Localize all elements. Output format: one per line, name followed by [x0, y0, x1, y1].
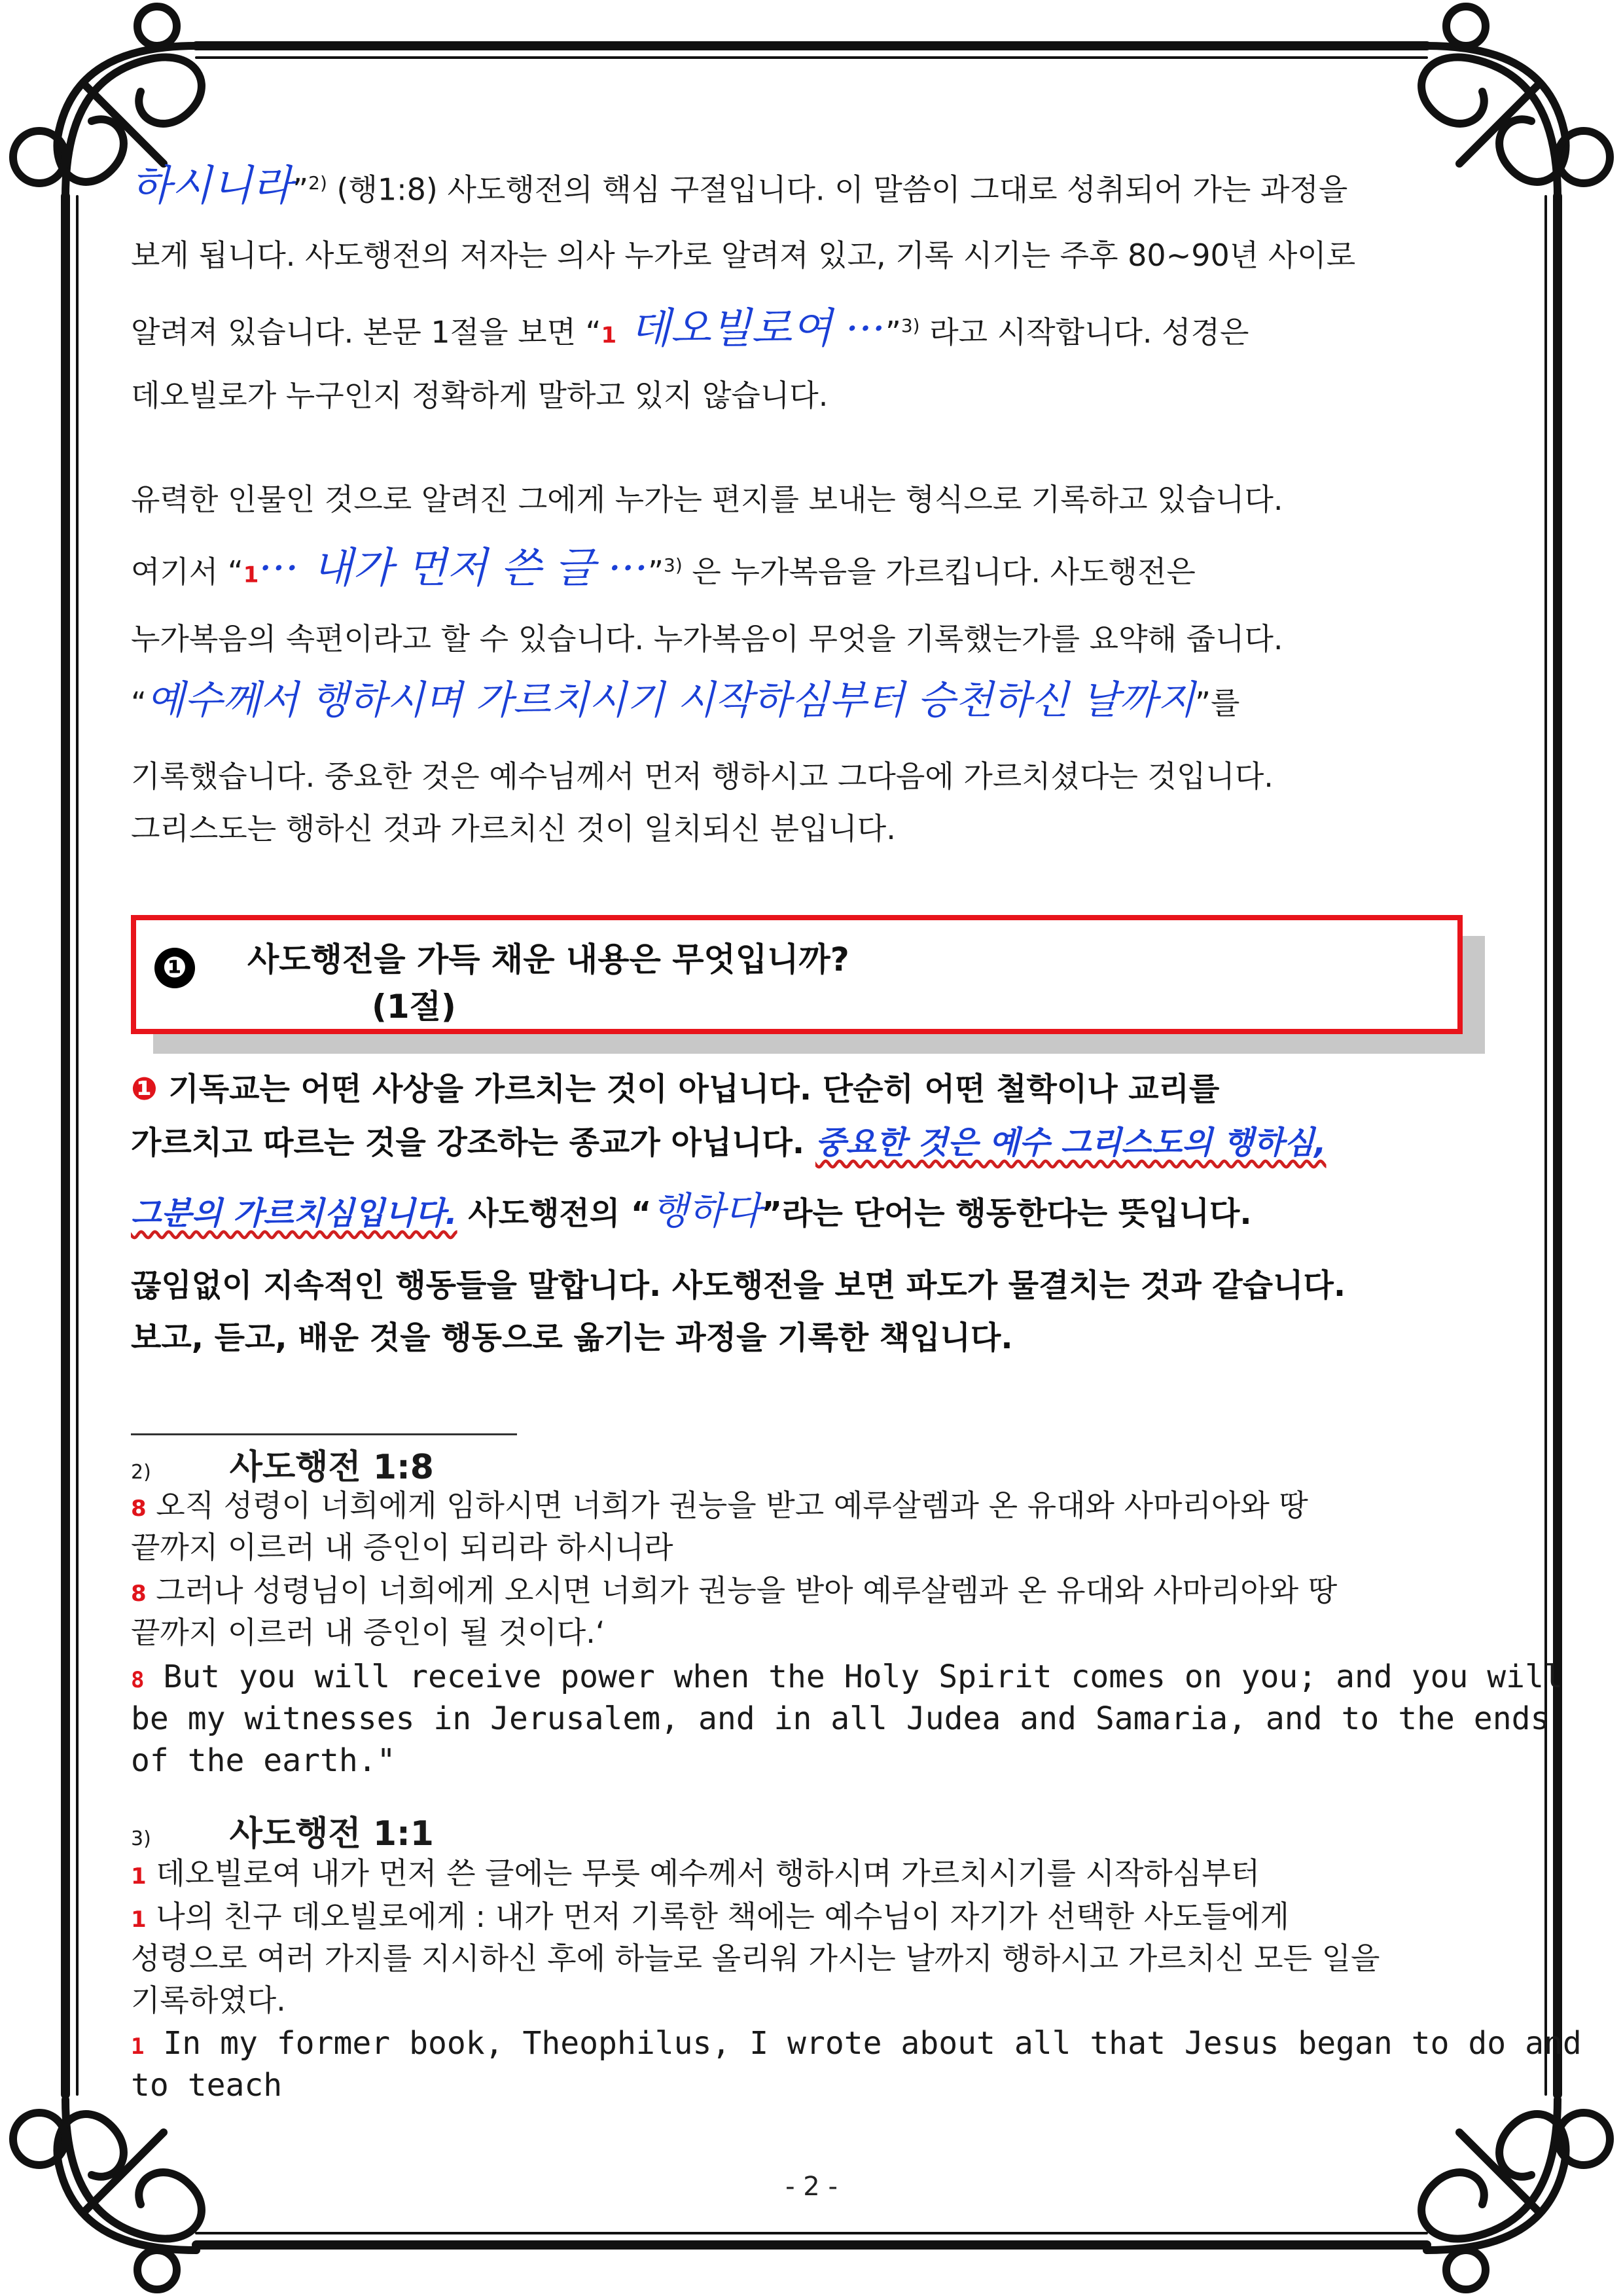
paragraph2-line4: “예수께서 행하시며 가르치시기 시작하심부터 승천하신 날까지”를	[131, 677, 1240, 723]
verse-number: 8	[131, 1496, 147, 1522]
answer-line5: 보고, 듣고, 배운 것을 행동으로 옮기는 과정을 기록한 책입니다.	[131, 1319, 1013, 1356]
question-line2: (1절)	[372, 988, 456, 1026]
footnote3-v2a: 1 나의 친구 데오빌로에게 : 내가 먼저 기록한 책에는 예수님이 자기가 선택한 사도들에게	[131, 1899, 1289, 1934]
footnote2-v3b: be my witnesses in Jerusalem, and in all Judea and Samaria, and to the ends	[131, 1700, 1550, 1737]
footnote3-v2b: 성령으로 여러 가지를 지시하신 후에 하늘로 올리워 가시는 날까지 행하시고 가르치신 모든 일을	[131, 1941, 1380, 1976]
handwritten-phrase: 하시니라	[131, 162, 293, 211]
verse-number: 1	[131, 1863, 147, 1890]
handwritten-phrase: 예수께서 행하시며 가르치시기 시작하심부터 승천하신 날까지	[146, 677, 1196, 723]
paragraph1-line1: 하시니라”$^{2)}$ (행1:8) 사도행전의 핵심 구절입니다. 이 말씀이 그대로 성취되어 가는 과정을	[131, 162, 1348, 211]
footnote2-v1b: 끝까지 이르러 내 증인이 되리라 하시니라	[131, 1530, 673, 1565]
footnote2-header: 2) 사도행전 1:8	[131, 1448, 434, 1487]
footnote2-v3c: of the earth."	[131, 1742, 396, 1779]
paragraph2-line6: 그리스도는 행하신 것과 가르치신 것이 일치되신 분입니다.	[131, 811, 896, 846]
verse-number: 1	[131, 2034, 145, 2060]
footnote2-v2b: 끝까지 이르러 내 증인이 될 것이다.‘	[131, 1615, 605, 1650]
footnote3-v3b: to teach	[131, 2067, 283, 2104]
bullet-one-icon: ❶	[154, 948, 195, 988]
verse-number: 8	[131, 1581, 147, 1607]
paragraph2-line1: 유력한 인물인 것으로 알려진 그에게 누가는 편지를 보내는 형식으로 기록하고 있습니다.	[131, 482, 1283, 517]
footnote-ref[interactable]: 2)	[308, 172, 327, 194]
footnote-ref[interactable]: 3)	[664, 554, 683, 576]
answer-line3: 그분의 가르치심입니다. 사도행전의 “행하다”라는 단어는 행동한다는 뜻입니다.	[131, 1189, 1252, 1233]
question-line1: 사도행전을 가득 채운 내용은 무엇입니까?	[247, 941, 849, 978]
corner-ornament-top-right	[1421, 7, 1610, 196]
footnote2-v2a: 8 그러나 성령님이 너희에게 오시면 너희가 권능을 받아 예루살렘과 온 유대와 사마리아와 땅	[131, 1573, 1338, 1608]
emphasized-phrase: 중요한 것은 예수 그리스도의 행하심,	[815, 1124, 1327, 1161]
handwritten-phrase: 데오빌로여 ···	[616, 304, 886, 353]
answer-line2: 가르치고 따르는 것을 강조하는 종교가 아닙니다. 중요한 것은 예수 그리스도의 행하심,	[131, 1124, 1327, 1161]
question-box	[131, 915, 1463, 1034]
verse-number: 8	[131, 1667, 145, 1693]
verse-number: 1	[131, 1907, 147, 1933]
footnote2-v1a: 8 오직 성령이 너희에게 임하시면 너희가 권능을 받고 예루살렘과 온 유대와 사마리아와 땅	[131, 1488, 1308, 1523]
paragraph1-line2: 보게 됩니다. 사도행전의 저자는 의사 누가로 알려져 있고, 기록 시기는 주후 80~90년 사이로	[131, 238, 1356, 273]
handwritten-phrase: ··· 내가 먼저 쓴 글 ···	[259, 544, 649, 593]
verse-number: 1	[243, 562, 259, 588]
footnote3-v1a: 1 데오빌로여 내가 먼저 쓴 글에는 무릇 예수께서 행하시며 가르치시기를 시작하심부터	[131, 1856, 1260, 1891]
footnote-ref[interactable]: 3)	[901, 315, 920, 336]
emphasized-phrase: 그분의 가르치심입니다.	[131, 1195, 457, 1232]
footnote3-header: 3) 사도행전 1:1	[131, 1814, 434, 1854]
footnote-separator	[131, 1433, 517, 1435]
footnote3-v3a: 1 In my former book, Theophilus, I wrote about all that Jesus began to do and	[131, 2025, 1582, 2062]
answer-line4: 끊임없이 지속적인 행동들을 말합니다. 사도행전을 보면 파도가 물결치는 것과 같습니다.	[131, 1267, 1346, 1304]
bullet-one-icon: ❶	[131, 1071, 158, 1107]
answer-line1: ❶ 기독교는 어떤 사상을 가르치는 것이 아닙니다. 단순히 어떤 철학이나 교리를	[131, 1071, 1220, 1107]
paragraph2-line3: 누가복음의 속편이라고 할 수 있습니다. 누가복음이 무엇을 기록했는가를 요약해 줍니다.	[131, 621, 1283, 656]
footnote-title: 사도행전 1:8	[229, 1448, 434, 1487]
handwritten-phrase: 행하다	[651, 1189, 762, 1233]
footnote-title: 사도행전 1:1	[229, 1814, 434, 1854]
paragraph2-line5: 기록했습니다. 중요한 것은 예수님께서 먼저 행하시고 그다음에 가르치셨다는 것입니다.	[131, 759, 1274, 794]
footnote3-v2c: 기록하였다.	[131, 1982, 286, 2018]
verse-number: 1	[601, 322, 617, 349]
paragraph2-line2: 여기서 “1··· 내가 먼저 쓴 글 ···”$^{3)}$ 은 누가복음을 가르킵니다. 사도행전은	[131, 544, 1196, 593]
paragraph1-line3: 알려져 있습니다. 본문 1절을 보면 “1 데오빌로여 ···”$^{3)}$ 라고 시작합니다. 성경은	[131, 304, 1249, 353]
page-number: - 2 -	[785, 2172, 838, 2202]
footnote2-v3a: 8 But you will receive power when the Holy Spirit comes on you; and you will	[131, 1659, 1563, 1695]
paragraph1-line4: 데오빌로가 누구인지 정확하게 말하고 있지 않습니다.	[131, 378, 829, 413]
